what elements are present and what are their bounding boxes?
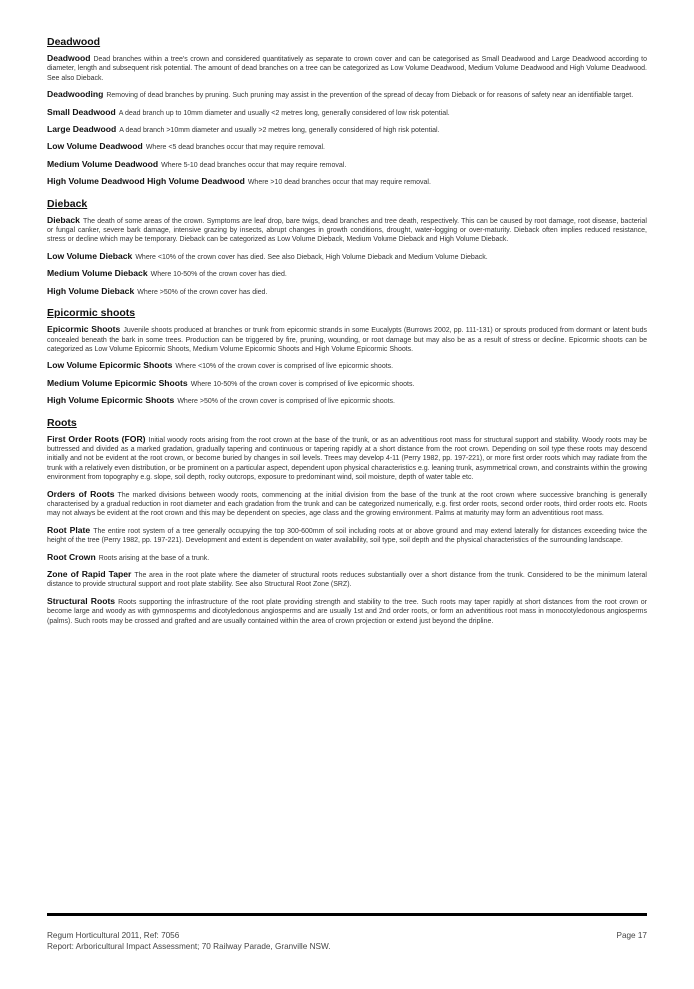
glossary-definition: The death of some areas of the crown. Symptoms are leaf drop, bare twigs, dead branches and tree death, respectively. This can be caused by root damage, root disease, bacterial or fungal canker, severe bark damage, intensive grazing by insects, abrupt changes in growth conditions, drought, water-logging or over-maturity. Dieback often implies reduced resistance, stress or decline which may be temporary. Dieback can be categorized as Low Volume Dieback, Medium Volume Dieback and High Volume Dieback. (47, 217, 647, 244)
glossary-definition: Where <5 dead branches occur that may require removal. (145, 144, 325, 152)
glossary-term: Epicormic Shoots (47, 324, 121, 335)
glossary-entry (47, 526, 647, 546)
section-deadwood (47, 36, 647, 188)
glossary-entry (47, 490, 647, 519)
glossary-entry (47, 597, 647, 626)
glossary-entry (47, 125, 647, 135)
glossary-entry (47, 435, 647, 483)
glossary-entry (47, 396, 647, 406)
glossary-entry (47, 108, 647, 118)
glossary-term: High Volume Epicormic Shoots (47, 395, 175, 406)
glossary-definition: Where >50% of the crown cover is comprised of live epicormic shoots. (177, 398, 396, 406)
glossary-entry (47, 54, 647, 83)
glossary-term: Large Deadwood (47, 124, 117, 135)
section-epicormic-shoots (47, 307, 647, 406)
glossary-definition: Where <10% of the crown cover has died. See also Dieback, High Volume Dieback and Medium Volume Dieback. (135, 253, 488, 261)
glossary-term: Root Plate (47, 524, 91, 535)
glossary-definition: Where 10-50% of the crown cover is comprised of live epicormic shoots. (190, 380, 415, 388)
footer-line-1: Regum Horticultural 2011, Ref: 7056 (47, 931, 180, 940)
glossary-term: Structural Roots (47, 595, 116, 606)
glossary-term: Dieback (47, 214, 80, 225)
glossary-entry (47, 177, 647, 187)
glossary-definition: Roots supporting the infrastructure of the root plate providing strength and stability to the tree. Such roots may taper rapidly at short distances from the root crown or become large and woody as with gymnosperms and dicotyledonous angiosperms and are usually 1st and 2nd order roots, or form an adventitious root mass in monocotyledonous angiosperms (palms). Such roots may be crossed and grafted and are usually contained within the area of crown projection or extend just beyond the dripline. (47, 598, 647, 625)
glossary-term: Zone of Rapid Taper (47, 569, 132, 579)
glossary-term: Low Volume Epicormic Shoots (47, 360, 173, 371)
glossary-entry (47, 287, 647, 297)
glossary-term: Root Crown (47, 551, 96, 562)
glossary-term: Deadwooding (47, 89, 104, 100)
glossary-definition: The entire root system of a tree generally occupying the top 300-600mm of soil including roots at or above ground and may extend laterally for distances exceeding twice the height of the tree (Perry 1982, pp. 197-221). Development and extent is dependent on water availability, soil type, soil depth and the physical characteristics of the surrounding landscape. (47, 527, 647, 545)
section-roots (47, 417, 647, 627)
glossary-definition: Where <10% of the crown cover is comprised of live epicormic shoots. (175, 363, 394, 371)
section-heading: Dieback (47, 197, 88, 210)
glossary-definition: Where 10-50% of the crown cover has died. (150, 271, 287, 279)
footer-rule (47, 913, 647, 916)
glossary-definition: A dead branch >10mm diameter and usually >2 metres long, generally considered of high risk potential. (119, 127, 440, 135)
section-dieback (47, 198, 647, 297)
glossary-term: High Volume Dieback (47, 285, 135, 296)
glossary-term: Orders of Roots (47, 488, 115, 499)
glossary-definition: Where >50% of the crown cover has died. (137, 288, 268, 296)
page-number: Page 17 (616, 931, 647, 940)
glossary-term: Deadwood (47, 53, 91, 63)
glossary-term: Low Volume Deadwood (47, 141, 143, 152)
glossary-entry (47, 216, 647, 245)
glossary-definition: A dead branch up to 10mm diameter and usually <2 metres long, generally considered of low risk potential. (118, 109, 450, 117)
glossary-entry (47, 90, 647, 100)
glossary-definition: Removing of dead branches by pruning. Such pruning may assist in the prevention of the spread of decay from Dieback or for reasons of safety near an identifiable target. (106, 92, 634, 100)
glossary-term: Low Volume Dieback (47, 250, 133, 261)
glossary-term: Medium Volume Dieback (47, 268, 148, 279)
glossary-term: Medium Volume Deadwood (47, 158, 159, 169)
glossary-entry (47, 252, 647, 262)
glossary-entry (47, 361, 647, 371)
section-heading: Roots (47, 416, 77, 429)
glossary-definition: Dead branches within a tree's crown and considered quantitatively as separate to crown cover and can be categorised as Small Deadwood and Large Deadwood according to diameter, length and subsequent risk potential. The amount of dead branches on a tree can be categorized as Low Volume Deadwood, Medium Volume Deadwood and High Volume Deadwood. See also Dieback. (47, 56, 647, 82)
glossary-term: Small Deadwood (47, 106, 116, 117)
glossary-entry (47, 142, 647, 152)
glossary-term: High Volume Deadwood High Volume Deadwood (47, 176, 245, 187)
glossary-entry (47, 379, 647, 389)
glossary-definition: Initial woody roots arising from the root crown at the base of the trunk, or as an adventitious root mass for structural support and stability. Woody roots may be buttressed and divided as a marked gradation, gradually tapering and continuous or tapering rapidly at a short distance from the root crown. Depending on soil type these roots may descend initially and not be evident at the root crown, or become buried by changes in soil levels. Trees may develop 4-11 (Perry 1982, pp. 197-221), or more first order roots which may radiate from the trunk with a relatively even distribution, or be prominent on a particular aspect, dependent upon physical characteristics e.g. leaning trunk, asymmetrical crown, and constraints within the growing environment from topography e.g. slope, soil depth, rocky outcrops, exposure to predominant wind, soil moisture, depth of water table etc. (47, 436, 648, 482)
footer (47, 930, 647, 952)
document-body (47, 36, 647, 636)
section-heading: Epicormic shoots (47, 307, 136, 320)
glossary-definition: Where 5-10 dead branches occur that may require removal. (161, 161, 347, 169)
glossary-definition: Roots arising at the base of a trunk. (98, 554, 210, 562)
glossary-entry (47, 553, 647, 563)
glossary-definition: Where >10 dead branches occur that may require removal. (247, 179, 431, 187)
glossary-entry (47, 325, 647, 354)
glossary-definition: The area in the root plate where the diameter of structural roots reduces substantially over a short distance from the trunk. Considered to be the minimum lateral distance to provide structural support and root plate stability. See also Structural Root Zone (SRZ). (47, 572, 647, 589)
glossary-entry (47, 570, 647, 590)
glossary-term: First Order Roots (FOR) (47, 433, 146, 444)
glossary-entry (47, 269, 647, 279)
glossary-definition: The marked divisions between woody roots, commencing at the initial division from the base of the trunk at the root crown where successive branching is generally characterised by a gradual reduction in root diameter and each gradation from the trunk and can be categorized numerically, e.g. first order roots, second order roots, third order roots etc. Roots may not always be evident at the root crown and this may be dependent on species, age class and the growing environment. Palms at maturity may form an adventitious root mass. (47, 491, 647, 518)
glossary-definition: Juvenile shoots produced at branches or trunk from epicormic strands in some Eucalypts (Burrows 2002, pp. 111-131) or sprouts produced from dormant or latent buds concealed beneath the bark in some trees. Production can be triggered by fire, pruning, wounding, or root damage but may also be as a result of stress or decline. Epicormic shoots can be categorized as Low Volume Epicormic Shoots, Medium Volume Epicormic Shoots and High Volume Epicormic Shoots. (47, 327, 647, 353)
section-heading: Deadwood (47, 36, 101, 48)
glossary-entry (47, 160, 647, 170)
glossary-term: Medium Volume Epicormic Shoots (47, 377, 188, 388)
footer-line-2: Report: Arboricultural Impact Assessment; 70 Railway Parade, Granville NSW. (47, 942, 331, 951)
